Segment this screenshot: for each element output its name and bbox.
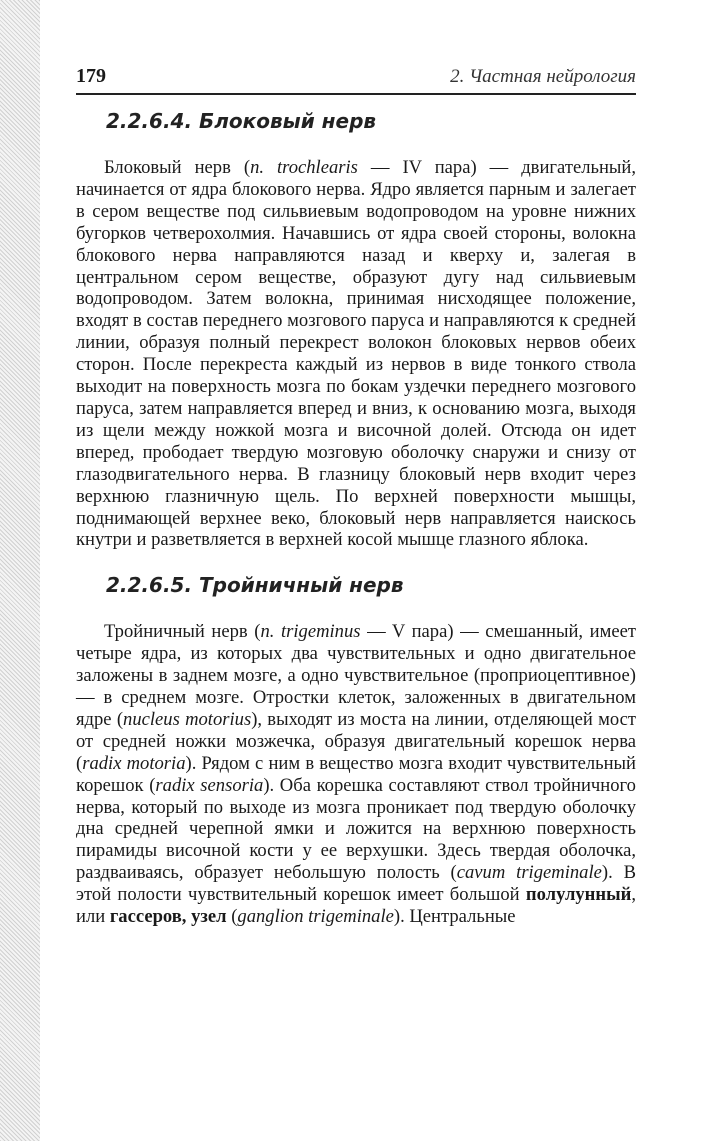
text-run: ). Рядом с ним в вещество мозга входит чувствительный корешок ( <box>76 752 636 796</box>
text-run: ). В этой полости чувствительный корешок имеет большой <box>76 862 637 906</box>
bold-term: гассеров, узел <box>109 906 227 928</box>
paragraph-trochlear <box>76 157 636 551</box>
text-run: ). Оба корешка составляют ствол тройничного нерва, который по выходе из мозга проникает под твердую оболочку дна средней черепной ямки и ложится на верхнюю поверхность пирамиды височной кости у ее верхушки. Здесь твердая оболочка, раздваиваясь, образует небольшую полость ( <box>76 774 636 884</box>
text-run: — IV пара) — двигательный, начинается от ядра блокового нерва. Ядро является парным и залегает в сером веществе под сильвиевым водопроводом на уровне нижних бугорков четверохолмия. Начавшись от ядра своей стороны, волокна блокового нерва направляются назад и кверху и, залегая в центральном сером веществе, образуют дугу над сильвиевым водопроводом. Затем волокна, принимая нисходящее положение, входят в состав переднего мозгового паруса и направляются к средней линии, образуя полный перекрест волокон блоковых нервов обеих сторон. После перекреста каждый из нервов в виде тонкого ствола выходит на поверхность мозга по бокам уздечки переднего мозгового паруса, затем направляется вперед и вниз, к основанию мозга, выходя из щели между ножкой мозга и височной долей. Отсюда он идет вперед, прободает твердую мозговую оболочку снаружи и снизу от глазодвигательного нерва. В глазницу блоковый нерв входит через верхнюю глазничную щель. По верхней поверхности мышцы, поднимающей верхнее веко, блоковый нерв направляется наискось кнутри и разветвляется в верхней косой мышце глазного яблока. <box>76 157 636 551</box>
text-run: Блоковый нерв ( <box>104 157 251 178</box>
text-run: , или <box>76 884 636 928</box>
text-run: ), выходят из моста на линии, отделяющей мост от средней ножки мозжечка, образуя двигательный корешок нерва ( <box>76 708 637 774</box>
section-title-trochlear: 2.2.6.4. Блоковый нерв <box>106 109 377 133</box>
scan-binding-edge <box>0 0 40 1141</box>
text-run: — V пара) — смешанный, имеет четыре ядра, из которых два чувствительных и одно двигательное заложены в заднем мозге, а одно чувствительное (проприоцептивное) — в среднем мозге. Отростки клеток, заложенных в двигательном ядре ( <box>76 621 636 730</box>
latin-term: n. trigeminus <box>260 621 361 643</box>
text-run: ( <box>226 906 238 928</box>
latin-term: n. trochlearis <box>250 157 358 178</box>
latin-term: cavum trigeminale <box>456 862 602 884</box>
text-run: Тройничный нерв ( <box>104 621 261 643</box>
latin-term: ganglion trigeminale <box>237 906 394 928</box>
text-run: ). Центральные <box>393 906 516 928</box>
paragraph-trigeminal <box>76 621 636 928</box>
latin-term: radix sensoria <box>155 774 264 796</box>
latin-term: radix motoria <box>82 752 186 774</box>
book-page <box>76 64 636 928</box>
page-number: 179 <box>76 65 106 87</box>
running-title: 2. Частная нейрология <box>450 66 636 87</box>
bold-term: полулунный <box>525 884 632 906</box>
page-header <box>76 64 636 95</box>
section-title-trigeminal: 2.2.6.5. Тройничный нерв <box>106 573 404 598</box>
latin-term: nucleus motorius <box>123 708 252 730</box>
